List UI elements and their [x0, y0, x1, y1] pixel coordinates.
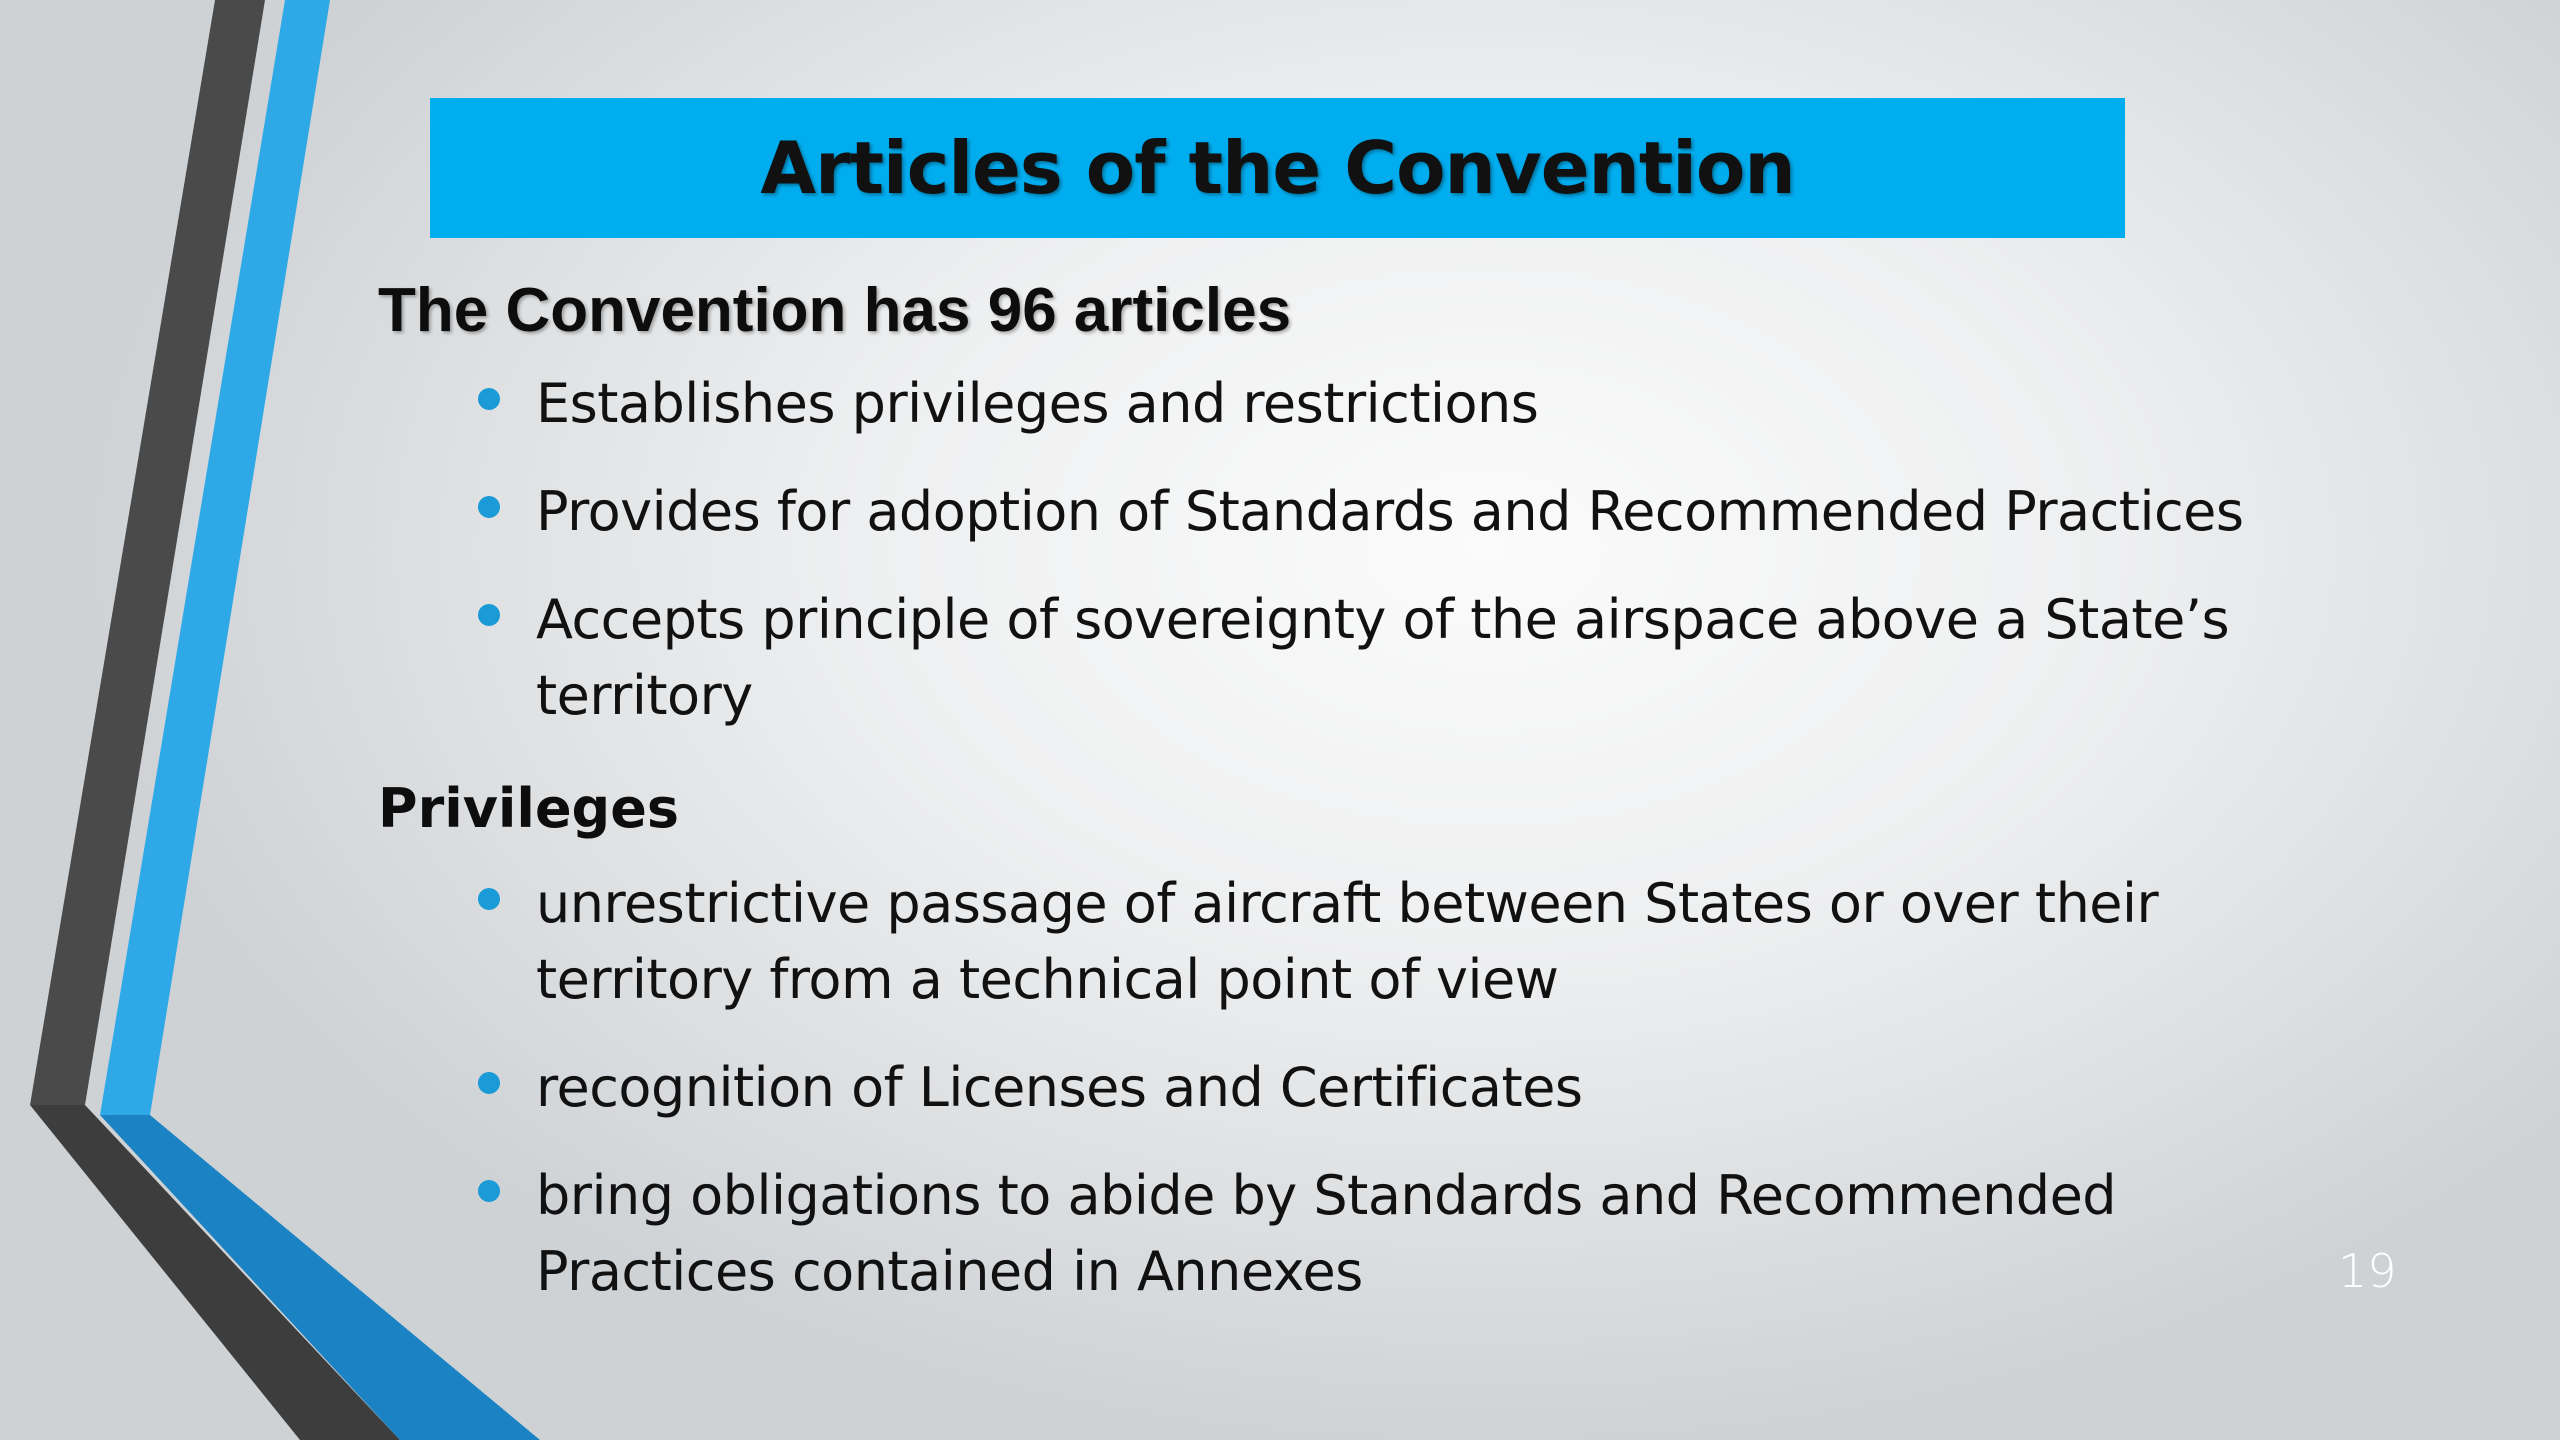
page-number: 19	[2338, 1244, 2397, 1298]
section-heading-privileges: Privileges	[378, 777, 679, 840]
bullet-dot-icon	[478, 496, 500, 518]
list-item: Provides for adoption of Standards and Recommended Practices	[536, 474, 2278, 550]
bullet-dot-icon	[478, 1072, 500, 1094]
list-item: unrestrictive passage of aircraft between States or over their territory from a technical point of view	[536, 866, 2278, 1018]
bullet-dot-icon	[478, 1180, 500, 1202]
slide-content	[378, 268, 2278, 1342]
bullet-dot-icon	[478, 604, 500, 626]
list-item: recognition of Licenses and Certificates	[536, 1050, 2278, 1126]
articles-bullet-list	[378, 366, 2278, 734]
privileges-bullet-list	[378, 866, 2278, 1310]
section-heading-articles: The Convention has 96 articles	[378, 276, 1292, 345]
bullet-dot-icon	[478, 888, 500, 910]
bullet-dot-icon	[478, 388, 500, 410]
slide-title: Articles of the Convention	[760, 126, 1795, 210]
list-item: bring obligations to abide by Standards and Recommended Practices contained in Annexes	[536, 1158, 2278, 1310]
title-banner	[430, 98, 2125, 238]
list-item: Accepts principle of sovereignty of the airspace above a State’s territory	[536, 582, 2278, 734]
list-item: Establishes privileges and restrictions	[536, 366, 2278, 442]
dark-wedge	[30, 1105, 400, 1440]
